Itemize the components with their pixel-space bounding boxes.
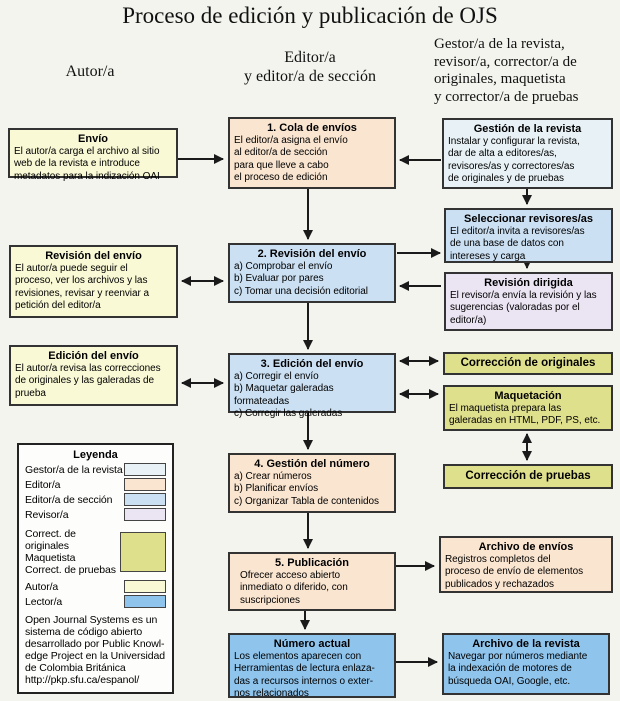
box-numero-actual-body: Los elementos aparecen con Herramientas de lectura enlaza- das a recursos internos o exter- nos relacionados — [234, 651, 375, 700]
box-cola-de-envios — [228, 117, 396, 189]
column-header-autor: Autor/a — [65, 63, 115, 80]
box-publicacion5-title: 5. Publicación — [275, 557, 349, 569]
box-revision-dirigida — [444, 272, 613, 331]
legend-row-lector — [25, 594, 166, 609]
box-revision-autor-body: El autor/a puede seguir el proceso, ver los archivos y las revisiones, revisar y reenviar a petición del editor/a — [15, 263, 150, 312]
box-archivo-revista-title: Archivo de la revista — [472, 638, 580, 650]
legend-title: Leyenda — [73, 449, 118, 461]
box-envio — [8, 128, 178, 182]
box-archivo-revista-body: Navegar por números mediante la indexación de motores de búsqueda OAI, Google, etc. — [448, 651, 588, 687]
column-header-gestor: Gestor/a de la revista, revisor/a, corrector/a de originales, maquetista y corrector/a de pruebas — [434, 36, 579, 105]
box-gestion-revista-title: Gestión de la revista — [473, 123, 582, 135]
legend-swatch-correctores — [120, 532, 166, 572]
box-correccion-pruebas-title: Corrección de pruebas — [465, 470, 591, 482]
legend-row-autor — [25, 579, 166, 594]
legend-label-revisor: Revisor/a — [25, 508, 69, 521]
box-maquetacion-body: El maquetista prepara las galeradas en HTML, PDF, PS, etc. — [449, 403, 601, 427]
box-edicion-autor-body: El autor/a revisa las correcciones de originales y las galeradas de prueba — [15, 363, 161, 399]
box-gestion4-body: a) Crear números b) Planificar envíos c) Organizar Tabla de contenidos — [234, 471, 379, 507]
box-correccion-de-pruebas — [443, 464, 613, 489]
box-revision-del-envio — [228, 243, 396, 303]
box-archivo-de-la-revista — [442, 633, 610, 695]
box-gestion-del-numero — [228, 453, 396, 513]
column-header-editor: Editor/a y editor/a de sección — [244, 49, 376, 85]
box-seleccionar-title: Seleccionar revisores/as — [463, 213, 594, 225]
box-gestion-de-la-revista — [442, 118, 613, 189]
legend-swatch-revisor — [124, 508, 166, 521]
box-edicion-del-envio — [228, 353, 396, 420]
legend-swatch-lector — [124, 595, 166, 608]
box-cola-title: 1. Cola de envíos — [267, 122, 357, 134]
legend-box — [17, 443, 174, 694]
legend-swatch-gestor — [124, 463, 166, 476]
box-archivo-envios-body: Registros completos del proceso de envío de elementos publicados y rechazados — [445, 554, 584, 590]
box-correccion-de-originales — [443, 352, 613, 375]
box-archivo-de-envios — [439, 536, 613, 593]
box-revision-dirigida-title: Revisión dirigida — [484, 277, 573, 289]
box-seleccionar-revisores — [444, 208, 613, 263]
box-revision2-body: a) Comprobar el envío b) Evaluar por pares c) Tomar una decisión editorial — [234, 261, 368, 297]
legend-label-seccion: Editor/a de sección — [25, 493, 113, 506]
legend-label-lector: Lector/a — [25, 595, 63, 608]
diagram-title: Proceso de edición y publicación de OJS — [122, 3, 498, 28]
legend-label-editor: Editor/a — [25, 478, 61, 491]
box-edicion-autor-title: Edición del envío — [48, 350, 139, 362]
legend-footer-text: Open Journal Systems es un sistema de código abierto desarrollado por Public Knowl- edge Project en la Universidad de Colombia Británica http://pkp.sfu.ca/espanol/ — [25, 614, 166, 686]
box-revision2-title: 2. Revisión del envío — [257, 248, 367, 260]
box-edicion3-body: a) Corregir el envío b) Maquetar galeradas formateadas c) Corregir las galeradas — [234, 371, 343, 420]
legend-row-editor — [25, 477, 166, 492]
box-seleccionar-body: El editor/a invita a revisores/as de una base de datos con intereses y carga — [450, 226, 585, 262]
legend-swatch-editor — [124, 478, 166, 491]
legend-swatch-seccion — [124, 493, 166, 506]
box-edicion-del-envio-autor — [9, 345, 178, 406]
box-envio-body: El autor/a carga el archivo al sitio web de la revista e introduce metadatos para la indización OAI — [14, 146, 160, 182]
box-publicacion5-body: Ofrecer acceso abierto inmediato o diferido, con suscripciones — [240, 570, 348, 606]
box-edicion3-title: 3. Edición del envío — [260, 358, 364, 370]
box-correccion-originales-title: Corrección de originales — [460, 357, 596, 369]
legend-label-correctores: Correct. de originales Maquetista Correct. de pruebas — [25, 528, 116, 576]
legend-label-autor: Autor/a — [25, 580, 59, 593]
legend-label-gestor: Gestor/a de la revista — [25, 463, 123, 476]
box-maquetacion — [443, 385, 613, 431]
box-numero-actual-title: Número actual — [273, 638, 351, 650]
legend-row-revisor — [25, 507, 166, 522]
legend-row-seccion — [25, 492, 166, 507]
box-numero-actual — [228, 633, 396, 698]
box-publicacion — [228, 552, 396, 611]
box-revision-del-envio-autor — [9, 245, 178, 318]
box-cola-body: El editor/a asigna el envío al editor/a de sección para que lleve a cabo el proceso de edición — [234, 135, 348, 184]
box-gestion4-title: 4. Gestión del número — [254, 458, 370, 470]
legend-row-correctores — [25, 528, 166, 576]
legend-row-gestor — [25, 462, 166, 477]
legend-swatch-autor — [124, 580, 166, 593]
box-maquetacion-title: Maquetación — [494, 390, 562, 402]
box-archivo-envios-title: Archivo de envíos — [478, 541, 574, 553]
box-gestion-revista-body: Instalar y configurar la revista, dar de alta a editores/as, revisores/as y correctores/as de originales y de pruebas — [448, 136, 580, 185]
box-revision-dirigida-body: El revisor/a envía la revisión y las sugerencias (valoradas por el editor/a) — [450, 290, 597, 326]
box-revision-autor-title: Revisión del envío — [45, 250, 142, 262]
box-envio-title: Envío — [78, 133, 108, 145]
